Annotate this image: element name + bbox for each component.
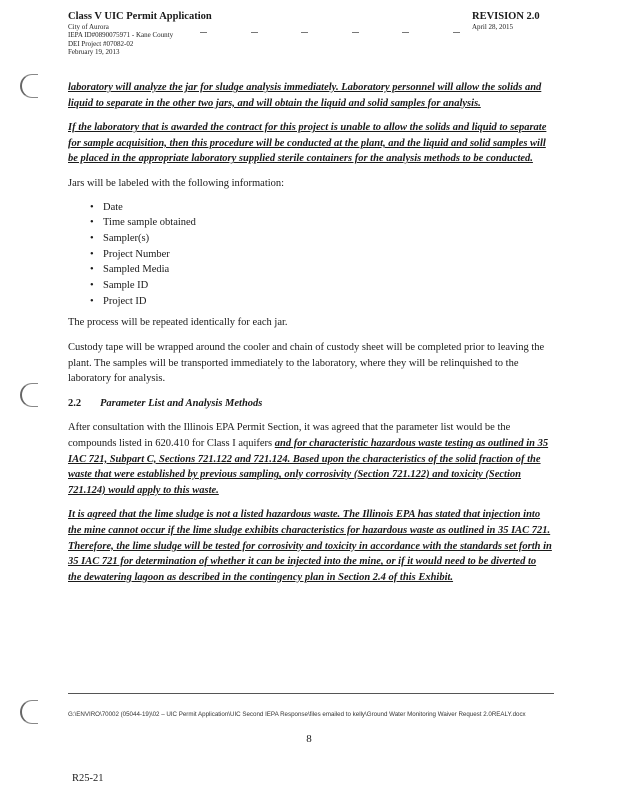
paragraph-parameter-revised: and for characteristic hazardous waste testing as outlined in 35 IAC 721, Subpart C, Sections 721.122 and 721.124. Based upon the characteristics of the solid fraction of the waste that were established by previous sampling, only corrosivity (Section 721.122) and toxicity (Section 721.124) would apply to this waste. xyxy=(68,438,549,496)
list-item: • Project Number xyxy=(90,247,552,263)
list-item: • Sample ID xyxy=(90,278,552,294)
list-item: • Sampler(s) xyxy=(90,231,552,247)
paragraph-parameter-list xyxy=(68,420,552,498)
jar-label-list xyxy=(68,200,552,310)
revision-label: REVISION 2.0 xyxy=(472,11,540,22)
binder-hole-top xyxy=(20,74,38,98)
binder-hole-middle xyxy=(20,383,38,407)
paragraph-custody: Custody tape will be wrapped around the cooler and chain of custody sheet will be completed prior to leaving the plant. The samples will be transported immediately to the laboratory, where they will be relinquished to the laboratory for analysis. xyxy=(68,342,545,385)
list-item: • Time sample obtained xyxy=(90,215,552,231)
revision-date: April 28, 2015 xyxy=(472,23,514,31)
header-left xyxy=(68,11,368,56)
section-heading xyxy=(68,396,552,412)
header-line-project: DEI Project #07082-02 xyxy=(68,39,134,48)
reference-code: R25-21 xyxy=(72,773,104,784)
section-number: 2.2 xyxy=(68,397,82,409)
paragraph-lab-contingency: If the laboratory that is awarded the contract for this project is unable to allow the solids and liquid to separate for sample acquisition, then this procedure will be conducted at the plant, and the liquid and solid samples will be placed in the appropriate laboratory supplied sterile containers for the analysis methods to be conducted. xyxy=(68,122,547,165)
list-item: • Sampled Media xyxy=(90,262,552,278)
paragraph-lime-sludge: It is agreed that the lime sludge is not a listed hazardous waste. The Illinois EPA has stated that injection into the mine cannot occur if the lime sludge exhibits characteristics for hazardous waste as outlined in 35 IAC 721. Therefore, the lime sludge will be tested for corrosivity and toxicity in accordance with the standards set forth in 35 IAC 721 for determination of whether it can be injected into the mine, or if it would need to be diverted to the dewatering lagoon as described in the contingency plan in Section 2.4 of this Exhibit. xyxy=(68,509,552,583)
paragraph-lab-analysis: laboratory will analyze the jar for sludge analysis immediately. Laboratory personnel will allow the solids and liquid to separate in the other two jars, and will obtain the liquid and solid samples for analysis. xyxy=(68,82,542,109)
header-line-iepa-id: IEPA ID#0890075971 - Kane County xyxy=(68,31,174,40)
list-item: • Date xyxy=(90,200,552,216)
paragraph-parameter-plain: After consultation with the Illinois EPA Permit Section, it was agreed that the parameter list would be the compounds listed in 620.410 for Class I aquifers xyxy=(68,422,511,450)
binder-hole-bottom xyxy=(20,700,38,724)
paragraph-repeat: The process will be repeated identically for each jar. xyxy=(68,317,288,329)
header-dashes xyxy=(200,32,460,33)
document-title: Class V UIC Permit Application xyxy=(68,11,212,22)
list-item: • Project ID xyxy=(90,294,552,310)
footer-divider xyxy=(68,693,554,694)
section-title: Parameter List and Analysis Methods xyxy=(100,397,263,409)
header-right xyxy=(472,11,552,32)
page-number: 8 xyxy=(306,733,312,745)
header-line-date: February 19, 2013 xyxy=(68,47,120,56)
footer-file-path: G:\ENVIRO\70002 (05044-19)\02 – UIC Permit Application\UIC Second IEPA Response\files emailed to kelly\Ground Water Monitoring Waiver Request 2.0REALY.docx xyxy=(68,711,526,718)
paragraph-jars-intro: Jars will be labeled with the following information: xyxy=(68,177,285,189)
header-line-city: City of Aurora xyxy=(68,23,109,31)
document-body xyxy=(68,80,552,585)
